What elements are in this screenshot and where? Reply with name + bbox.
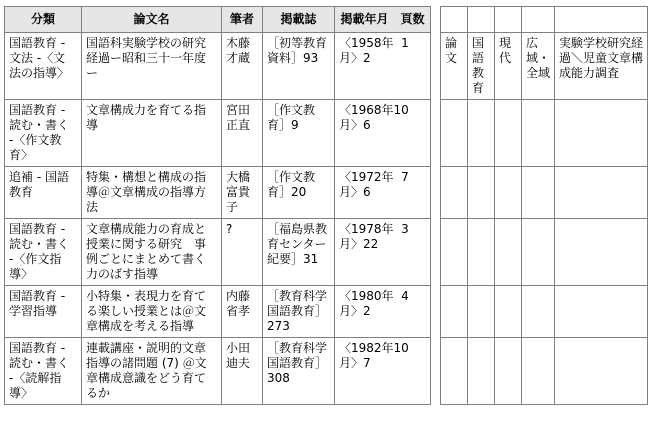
cell-tag-region: [522, 219, 555, 286]
cell-tag-keyword: [555, 167, 648, 219]
cell-tag-field: [468, 219, 495, 286]
cell-title: 小特集・表現力を育てる楽しい授業とは＠文章構成を考える指導: [82, 286, 222, 338]
cell-tag-field: [468, 167, 495, 219]
table-row: [5, 286, 648, 338]
spacer-cell: [431, 286, 441, 338]
cell-date-pages: 〈1968年10月〉6: [335, 100, 431, 167]
header-spacer-tag2: [468, 7, 495, 33]
cell-title: 文章構成能力の育成と授業に関する研究 事例ごとにまとめて書く力のばす指導: [82, 219, 222, 286]
cell-bunrui: 国語教育 - 読む・書く -〈作文指導〉: [5, 219, 82, 286]
cell-journal: ［初等教育資料］93: [263, 33, 335, 100]
cell-tag-keyword: [555, 219, 648, 286]
header-spacer-tag4: [522, 7, 555, 33]
table-header-row: [5, 7, 648, 33]
bibliography-table: [4, 6, 648, 405]
cell-tag-era: [495, 167, 522, 219]
cell-date-pages: 〈1958年 1月〉2: [335, 33, 431, 100]
spacer-cell: [431, 219, 441, 286]
cell-journal: ［作文教育］20: [263, 167, 335, 219]
cell-tag-type: [441, 286, 468, 338]
cell-title: 特集・構想と構成の指導＠文章構成の指導方法: [82, 167, 222, 219]
cell-bunrui: 国語教育 - 文法 -〈文法の指導〉: [5, 33, 82, 100]
cell-author: 宮田正直: [222, 100, 263, 167]
table-row: [5, 338, 648, 405]
cell-date-pages: 〈1980年 4月〉2: [335, 286, 431, 338]
cell-tag-type: [441, 219, 468, 286]
header-spacer-tag3: [495, 7, 522, 33]
cell-tag-region: [522, 338, 555, 405]
column-header-author: 筆者: [222, 7, 263, 33]
cell-tag-field: 国語教育: [468, 33, 495, 100]
spacer-cell: [431, 33, 441, 100]
cell-tag-region: [522, 286, 555, 338]
cell-tag-keyword: [555, 286, 648, 338]
spacer-cell: [431, 338, 441, 405]
cell-tag-type: [441, 167, 468, 219]
cell-tag-field: [468, 338, 495, 405]
cell-tag-type: 論文: [441, 33, 468, 100]
cell-tag-keyword: [555, 100, 648, 167]
cell-date-pages: 〈1972年 7月〉6: [335, 167, 431, 219]
cell-title: 文章構成力を育てる指導: [82, 100, 222, 167]
cell-tag-type: [441, 338, 468, 405]
header-spacer-tag5: [555, 7, 648, 33]
cell-tag-keyword: 実験学校研究経過＼児童文章構成能力調査: [555, 33, 648, 100]
spacer-cell: [431, 167, 441, 219]
table-body: [5, 33, 648, 405]
cell-date-pages: 〈1982年10月〉7: [335, 338, 431, 405]
cell-tag-keyword: [555, 338, 648, 405]
table-row: [5, 219, 648, 286]
cell-tag-era: [495, 219, 522, 286]
cell-author: 小田迪夫: [222, 338, 263, 405]
cell-tag-field: [468, 100, 495, 167]
cell-journal: ［福島県教育センター紀要］31: [263, 219, 335, 286]
cell-tag-region: [522, 100, 555, 167]
column-header-title: 論文名: [82, 7, 222, 33]
cell-bunrui: 追補 - 国語教育: [5, 167, 82, 219]
spacer-cell: [431, 100, 441, 167]
cell-journal: ［作文教育］9: [263, 100, 335, 167]
column-header-bunrui: 分類: [5, 7, 82, 33]
table-row: [5, 100, 648, 167]
cell-author: 内藤省孝: [222, 286, 263, 338]
spacer-cell: [431, 7, 441, 33]
cell-tag-era: [495, 338, 522, 405]
cell-bunrui: 国語教育 - 読む・書く -〈作文教育〉: [5, 100, 82, 167]
column-header-journal: 掲載誌: [263, 7, 335, 33]
cell-tag-region: [522, 167, 555, 219]
cell-tag-type: [441, 100, 468, 167]
table-row: [5, 167, 648, 219]
table-row: [5, 33, 648, 100]
cell-tag-region: 広域・全域: [522, 33, 555, 100]
cell-journal: ［教育科学国語教育］273: [263, 286, 335, 338]
cell-tag-era: [495, 100, 522, 167]
header-spacer-tag1: [441, 7, 468, 33]
cell-journal: ［教育科学国語教育］308: [263, 338, 335, 405]
cell-author: 大橋富貴子: [222, 167, 263, 219]
cell-title: 国語科実験学校の研究経過ー昭和三十一年度ー: [82, 33, 222, 100]
cell-tag-era: 現代: [495, 33, 522, 100]
column-header-date-pages: 掲載年月 頁数: [335, 7, 431, 33]
cell-author: ?: [222, 219, 263, 286]
cell-tag-era: [495, 286, 522, 338]
cell-title: 連載講座・説明的文章指導の諸問題 (7) ＠文章構成意識をどう育てるか: [82, 338, 222, 405]
cell-tag-field: [468, 286, 495, 338]
cell-author: 木藤才蔵: [222, 33, 263, 100]
cell-bunrui: 国語教育 - 読む・書く -〈読解指導〉: [5, 338, 82, 405]
cell-bunrui: 国語教育 - 学習指導: [5, 286, 82, 338]
cell-date-pages: 〈1978年 3月〉22: [335, 219, 431, 286]
table-header: [5, 7, 648, 33]
